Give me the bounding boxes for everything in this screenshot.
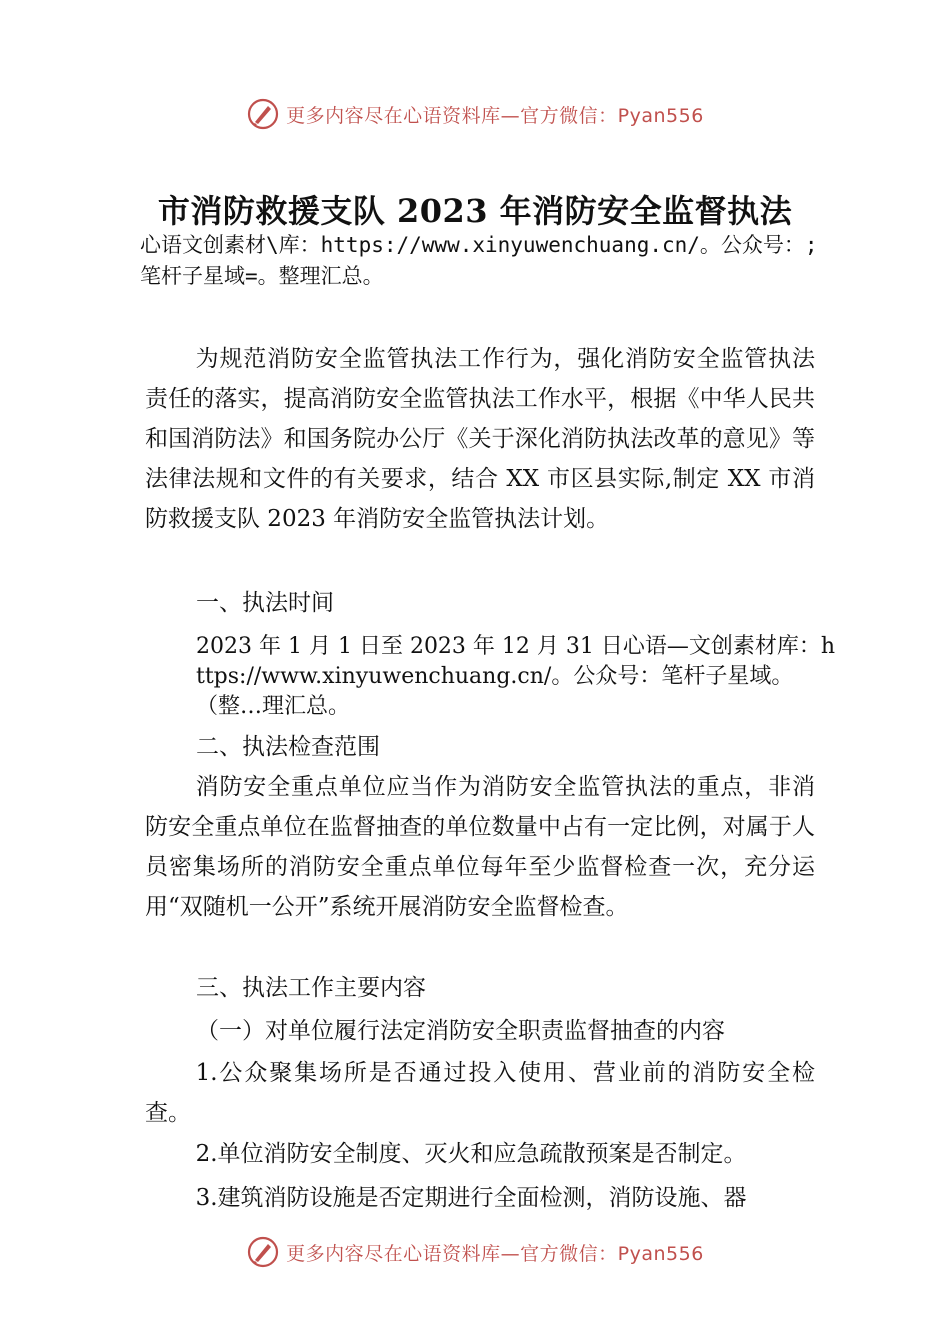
watermark-footer bbox=[0, 1232, 950, 1272]
watermark-text: 更多内容尽在心语资料库—官方微信：Pyan556 bbox=[286, 1242, 704, 1265]
source-note: 心语文创素材\库：https://www.xinyuwenchuang.cn/。公众号：;笔杆子星域=。整理汇总。 bbox=[140, 233, 818, 288]
watermark-text: 更多内容尽在心语资料库—官方微信：Pyan556 bbox=[286, 104, 704, 127]
watermark-header bbox=[0, 94, 950, 134]
intro-paragraph: 为规范消防安全监管执法工作行为，强化消防安全监管执法责任的落实，提高消防安全监管执法工作水平，根据《中华人民共和国消防法》和国务院办公厅《关于深化消防执法改革的意见》等法律法规和文件的有关要求，结合 XX 市区县实际,制定 XX 市消防救援支队 2023 年消防安全监管执法计划。 bbox=[145, 346, 815, 532]
document-title: 市消防救援支队 2023 年消防安全监督执法 bbox=[157, 192, 793, 230]
list-item-3: 3.建筑消防设施是否定期进行全面检测，消防设施、器 bbox=[195, 1185, 747, 1211]
section-heading-content: 三、执法工作主要内容 bbox=[196, 975, 426, 1001]
pen-seal-icon bbox=[246, 97, 280, 131]
section-body-time: 2023 年 1 月 1 日至 2023 年 12 月 31 日心语—文创素材库：https://www.xinyuwenchuang.cn/。公众号：笔杆子星域。（整…理汇总。 bbox=[196, 634, 836, 719]
list-item-1: 1.公众聚集场所是否通过投入使用、营业前的消防安全检查。 bbox=[145, 1060, 815, 1126]
subsection-heading-duties: （一）对单位履行法定消防安全职责监督抽查的内容 bbox=[196, 1018, 725, 1044]
section-heading-time: 一、执法时间 bbox=[196, 590, 334, 616]
list-item-2: 2.单位消防安全制度、灭火和应急疏散预案是否制定。 bbox=[195, 1141, 747, 1167]
pen-seal-icon bbox=[246, 1235, 280, 1269]
section-heading-scope: 二、执法检查范围 bbox=[196, 734, 380, 760]
section-body-scope: 消防安全重点单位应当作为消防安全监管执法的重点，非消防安全重点单位在监督抽查的单位数量中占有一定比例，对属于人员密集场所的消防安全重点单位每年至少监督检查一次，充分运用“双随机一公开”系统开展消防安全监督检查。 bbox=[145, 774, 815, 920]
